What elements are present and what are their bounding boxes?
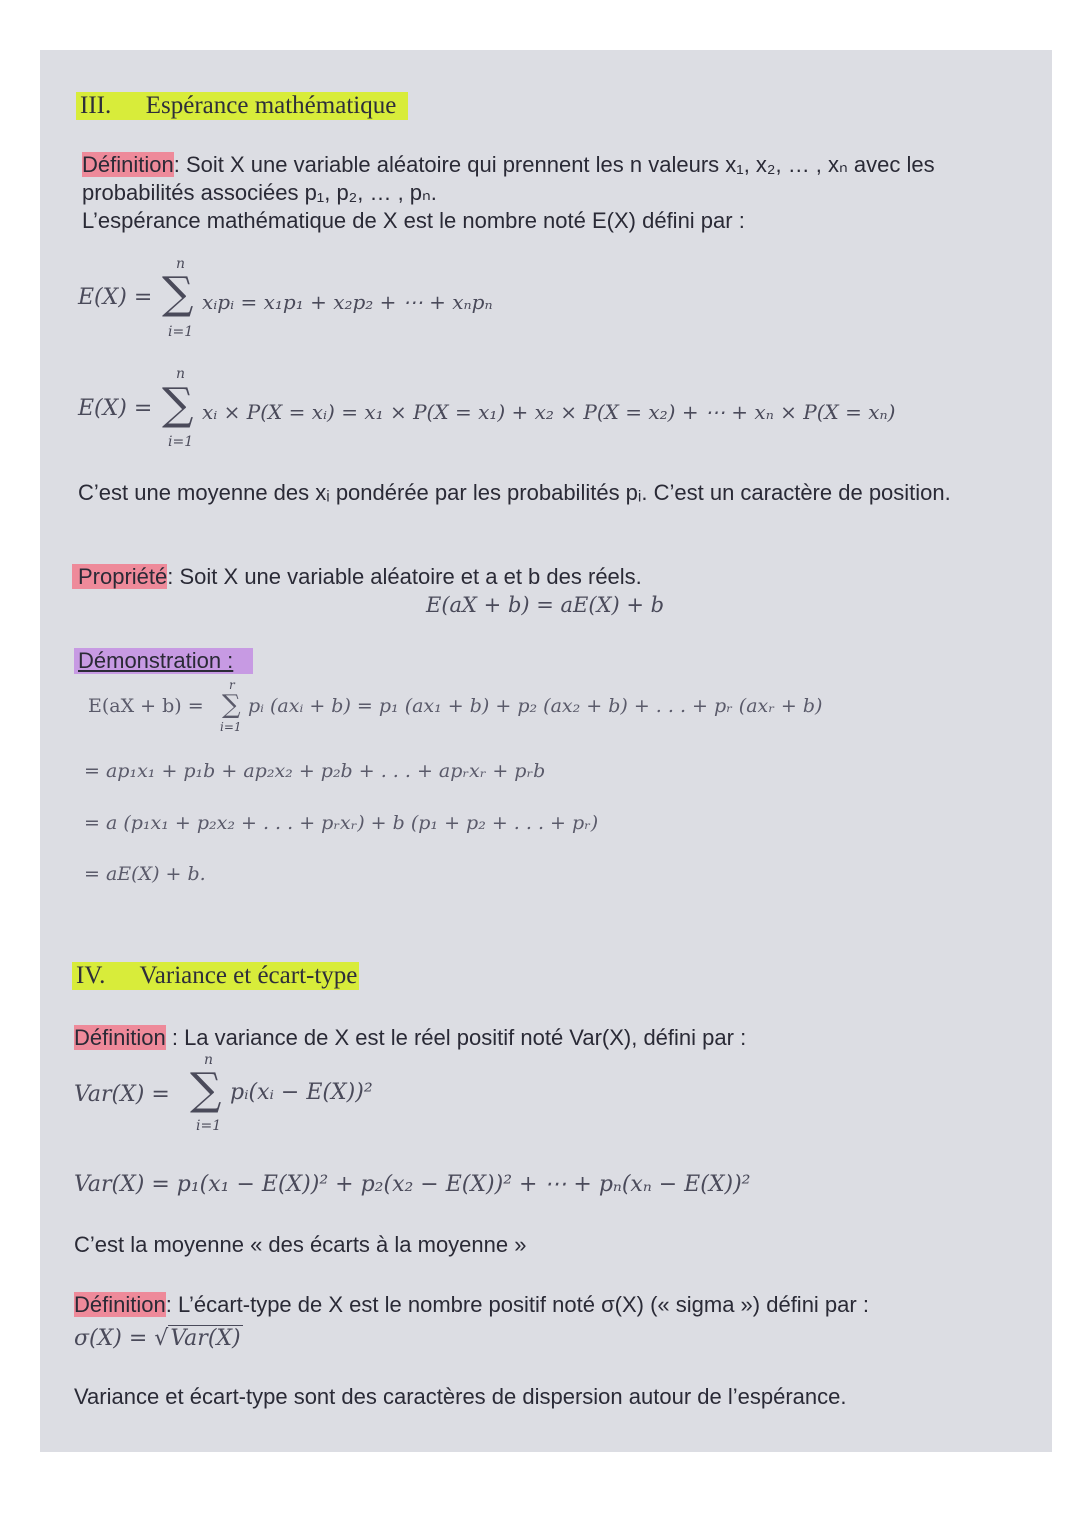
definition-esperance-line-1 xyxy=(82,152,935,178)
sum-lower-limit: i=1 xyxy=(220,720,242,734)
sum-upper-limit: n xyxy=(204,1052,214,1068)
formula-variance-expanded: Var(X) = p₁(x₁ − E(X))² + p₂(x₂ − E(X))² + ⋯ + pₙ(xₙ − E(X))² xyxy=(74,1172,751,1197)
sum-upper-limit: n xyxy=(176,256,186,272)
demo-line-1-lhs: E(aX + b) = xyxy=(88,695,204,717)
section-number: III. xyxy=(80,92,112,119)
property-line xyxy=(72,564,642,590)
formula-esperance-probability-rhs: xᵢ × P(X = xᵢ) = x₁ × P(X = x₁) + x₂ × P(X = x₂) + ⋯ + xₙ × P(X = xₙ) xyxy=(202,400,896,424)
definition-label: Définition xyxy=(74,1025,166,1050)
definition-ecart-type xyxy=(74,1292,869,1318)
demo-line-4: = aE(X) + b. xyxy=(84,863,206,885)
section-title: Espérance mathématique xyxy=(145,92,397,119)
formula-esperance-rhs: xᵢpᵢ = x₁p₁ + x₂p₂ + ⋯ + xₙpₙ xyxy=(202,290,493,314)
sum-lower-limit: i=1 xyxy=(168,434,194,450)
sigma-symbol: ∑ xyxy=(190,1064,222,1115)
demo-line-3: = a (p₁x₁ + p₂x₂ + . . . + pᵣxᵣ) + b (p₁ + p₂ + . . . + pᵣ) xyxy=(84,812,599,834)
demonstration-label: Démonstration : xyxy=(74,648,253,674)
sigma-symbol: ∑ xyxy=(222,690,241,720)
definition-label: Définition xyxy=(74,1292,166,1317)
demo-line-2: = ap₁x₁ + p₁b + ap₂x₂ + p₂b + . . . + apᵣxᵣ + pᵣb xyxy=(84,760,546,782)
formula-esperance-sum: E(X) = xyxy=(78,285,153,310)
definition-variance xyxy=(74,1025,746,1051)
formula-variance-sum-rhs: pᵢ(xᵢ − E(X))² xyxy=(230,1080,373,1105)
sum-lower-limit: i=1 xyxy=(196,1118,222,1134)
section-title: Variance et écart-type xyxy=(139,962,358,989)
sqrt-symbol: √ xyxy=(154,1326,169,1351)
definition-text: : La variance de X est le réel positif noté Var(X), défini par : xyxy=(171,1025,747,1050)
variance-description: C’est la moyenne « des écarts à la moyenne » xyxy=(74,1232,527,1257)
document-page xyxy=(40,50,1052,1452)
definition-esperance-line-3: L’espérance mathématique de X est le nombre noté E(X) défini par : xyxy=(82,208,745,233)
sum-upper-limit: r xyxy=(229,678,235,692)
definition-text: : Soit X une variable aléatoire qui prennent les n valeurs x₁, x₂, … , xₙ avec les xyxy=(173,152,935,177)
section-heading-esperance xyxy=(76,92,408,120)
formula-variance-sum-lhs: Var(X) = xyxy=(74,1082,170,1107)
section-heading-variance xyxy=(72,962,359,990)
demo-line-1-rhs: pᵢ (axᵢ + b) = p₁ (ax₁ + b) + p₂ (ax₂ + b) + . . . + pᵣ (axᵣ + b) xyxy=(248,695,823,717)
sigma-symbol: ∑ xyxy=(162,268,194,319)
property-formula: E(aX + b) = aE(X) + b xyxy=(426,593,665,617)
formula-esperance-probability: E(X) = xyxy=(78,396,153,421)
property-label: Propriété xyxy=(72,564,167,589)
definition-esperance-line-2: probabilités associées p₁, p₂, … , pₙ. xyxy=(82,180,437,205)
sigma-symbol: ∑ xyxy=(162,379,194,430)
sum-upper-limit: n xyxy=(176,366,186,382)
formula-sigma-root: Var(X) xyxy=(170,1326,241,1351)
definition-label: Définition xyxy=(82,152,174,177)
final-description: Variance et écart-type sont des caractères de dispersion autour de l’espérance. xyxy=(74,1384,847,1409)
section-number: IV. xyxy=(76,962,106,989)
definition-text: : L’écart-type de X est le nombre positif noté σ(X) (« sigma ») défini par : xyxy=(165,1292,869,1317)
sum-lower-limit: i=1 xyxy=(168,324,194,340)
formula-sigma-lhs: σ(X) = xyxy=(74,1326,148,1351)
mean-description: C’est une moyenne des xᵢ pondérée par les probabilités pᵢ. C’est un caractère de position. xyxy=(78,480,951,505)
formula-sigma xyxy=(74,1326,243,1351)
property-text: : Soit X une variable aléatoire et a et b des réels. xyxy=(167,564,642,589)
